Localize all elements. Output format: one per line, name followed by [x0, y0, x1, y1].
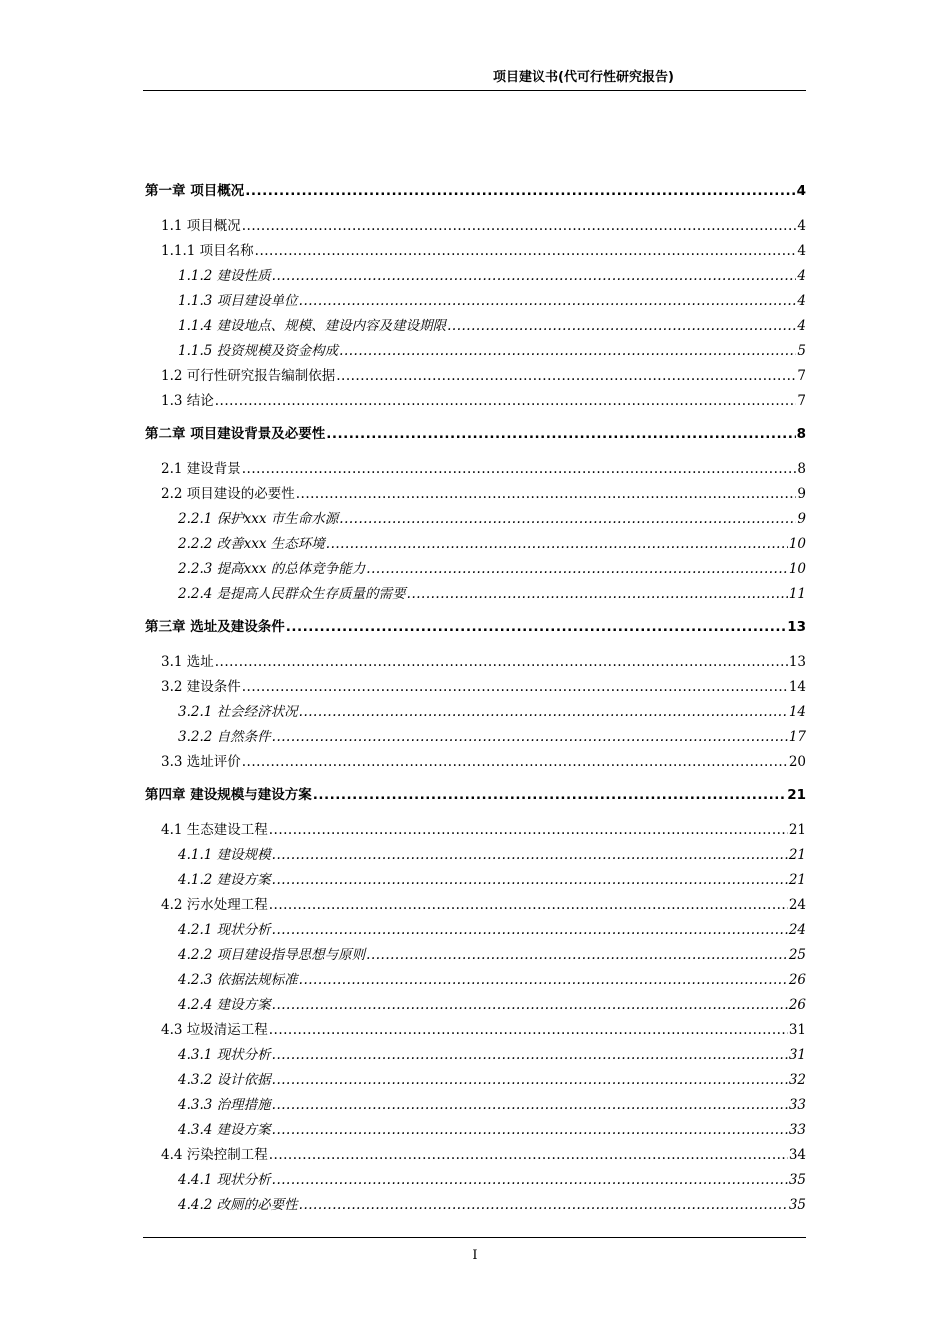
- toc-entry-page: 24: [788, 922, 806, 938]
- toc-entry-page: 4: [797, 268, 806, 284]
- toc-entry-page: 4: [797, 243, 806, 259]
- toc-entry-title: 4.1.1 建设规模: [178, 847, 271, 863]
- toc-leader-dots: [255, 239, 797, 264]
- toc-entry-title: 3.2.2 自然条件: [178, 729, 271, 745]
- toc-entry-title: 4.4.2 改厕的必要性: [178, 1197, 298, 1213]
- toc-chapter-entry[interactable]: [145, 423, 806, 446]
- toc-entry-title: 2.2.2 改善xxx 生态环境: [178, 536, 325, 552]
- toc-entry[interactable]: [145, 943, 806, 968]
- toc-entry[interactable]: [145, 1168, 806, 1193]
- toc-leader-dots: [215, 389, 797, 414]
- toc-entry[interactable]: [145, 457, 806, 482]
- toc-entry-page: 34: [788, 1147, 806, 1163]
- toc-entry-title: 3.2.1 社会经济状况: [178, 704, 298, 720]
- toc-entry-page: 13: [788, 654, 806, 670]
- toc-leader-dots: [245, 180, 795, 203]
- toc-entry-page: 21: [788, 847, 806, 863]
- toc-entry-title: 第一章 项目概况: [145, 183, 245, 199]
- toc-entry-page: 35: [788, 1172, 806, 1188]
- toc-entry-title: 第三章 选址及建设条件: [145, 619, 285, 635]
- toc-leader-dots: [272, 1168, 788, 1193]
- toc-entry-page: 5: [797, 343, 806, 359]
- toc-entry[interactable]: [145, 818, 806, 843]
- toc-entry-title: 4.2.3 依据法规标准: [178, 972, 298, 988]
- toc-entry-title: 1.1.2 建设性质: [178, 268, 271, 284]
- toc-leader-dots: [269, 818, 788, 843]
- toc-leader-dots: [269, 1143, 788, 1168]
- toc-entry-title: 4.2.4 建设方案: [178, 997, 271, 1013]
- toc-leader-dots: [336, 364, 796, 389]
- toc-entry-page: 9: [797, 486, 806, 502]
- toc-chapter-entry[interactable]: [145, 180, 806, 203]
- toc-entry-page: 7: [797, 368, 806, 384]
- toc-entry-title: 4.1.2 建设方案: [178, 872, 271, 888]
- toc-entry[interactable]: [145, 532, 806, 557]
- page-header-title: 项目建议书(代可行性研究报告): [493, 70, 674, 85]
- toc-entry[interactable]: [145, 214, 806, 239]
- toc-entry[interactable]: [145, 507, 806, 532]
- toc-entry[interactable]: [145, 750, 806, 775]
- toc-entry-page: 31: [788, 1022, 806, 1038]
- toc-entry-title: 2.2.4 是提高人民群众生存质量的需要: [178, 586, 406, 602]
- toc-leader-dots: [272, 993, 788, 1018]
- toc-leader-dots: [299, 968, 788, 993]
- toc-entry-title: 1.1.5 投资规模及资金构成: [178, 343, 339, 359]
- toc-leader-dots: [272, 918, 788, 943]
- toc-entry-page: 21: [787, 787, 806, 803]
- toc-leader-dots: [272, 1068, 788, 1093]
- toc-entry[interactable]: [145, 968, 806, 993]
- toc-leader-dots: [272, 868, 788, 893]
- toc-entry-page: 4: [797, 318, 806, 334]
- toc-entry[interactable]: [145, 582, 806, 607]
- toc-entry-page: 4: [797, 218, 806, 234]
- toc-entry-title: 3.2 建设条件: [161, 679, 241, 695]
- toc-entry-title: 2.2.1 保护xxx 市生命水源: [178, 511, 339, 527]
- toc-entry-page: 14: [788, 704, 806, 720]
- toc-entry-title: 4.1 生态建设工程: [161, 822, 268, 838]
- toc-leader-dots: [447, 314, 796, 339]
- toc-leader-dots: [299, 700, 788, 725]
- toc-entry-title: 1.1.1 项目名称: [161, 243, 254, 259]
- toc-entry-page: 14: [788, 679, 806, 695]
- toc-entry-title: 1.2 可行性研究报告编制依据: [161, 368, 336, 384]
- toc-entry-page: 31: [788, 1047, 806, 1063]
- toc-entry[interactable]: [145, 482, 806, 507]
- toc-leader-dots: [339, 339, 796, 364]
- toc-chapter-entry[interactable]: [145, 784, 806, 807]
- toc-entry-page: 9: [797, 511, 806, 527]
- toc-leader-dots: [272, 1093, 788, 1118]
- toc-leader-dots: [299, 289, 797, 314]
- toc-leader-dots: [313, 784, 787, 807]
- toc-entry-page: 20: [788, 754, 806, 770]
- toc-entry-title: 2.2 项目建设的必要性: [161, 486, 295, 502]
- toc-leader-dots: [269, 1018, 788, 1043]
- toc-leader-dots: [366, 557, 788, 582]
- toc-entry-page: 21: [788, 822, 806, 838]
- toc-leader-dots: [272, 264, 797, 289]
- toc-entry[interactable]: [145, 700, 806, 725]
- toc-entry-title: 1.3 结论: [161, 393, 214, 409]
- toc-entry[interactable]: [145, 314, 806, 339]
- toc-entry-page: 26: [788, 997, 806, 1013]
- toc-leader-dots: [215, 650, 788, 675]
- toc-leader-dots: [269, 893, 788, 918]
- header-divider: [143, 90, 806, 91]
- toc-entry[interactable]: [145, 1143, 806, 1168]
- toc-entry[interactable]: [145, 1193, 806, 1218]
- toc-entry-title: 4.3.4 建设方案: [178, 1122, 271, 1138]
- toc-entry[interactable]: [145, 650, 806, 675]
- toc-entry-page: 13: [787, 619, 806, 635]
- toc-entry-page: 8: [796, 426, 806, 442]
- toc-leader-dots: [326, 423, 795, 446]
- toc-leader-dots: [299, 1193, 788, 1218]
- toc-entry[interactable]: [145, 339, 806, 364]
- toc-entry[interactable]: [145, 289, 806, 314]
- toc-entry-title: 第二章 项目建设背景及必要性: [145, 426, 326, 442]
- toc-entry[interactable]: [145, 1118, 806, 1143]
- toc-entry-title: 第四章 建设规模与建设方案: [145, 787, 312, 803]
- toc-entry-title: 3.1 选址: [161, 654, 214, 670]
- toc-entry[interactable]: [145, 868, 806, 893]
- toc-leader-dots: [366, 943, 788, 968]
- toc-leader-dots: [272, 725, 788, 750]
- toc-leader-dots: [339, 507, 796, 532]
- toc-entry-page: 10: [788, 561, 806, 577]
- toc-entry-page: 26: [788, 972, 806, 988]
- toc-entry-title: 4.3.2 设计依据: [178, 1072, 271, 1088]
- toc-entry-page: 4: [797, 293, 806, 309]
- toc-entry-title: 4.3.1 现状分析: [178, 1047, 271, 1063]
- toc-leader-dots: [272, 1043, 788, 1068]
- toc-entry-page: 11: [788, 586, 806, 602]
- toc-entry-title: 4.2.1 现状分析: [178, 922, 271, 938]
- toc-entry-title: 3.3 选址评价: [161, 754, 241, 770]
- toc-entry[interactable]: [145, 557, 806, 582]
- toc-entry[interactable]: [145, 843, 806, 868]
- toc-entry[interactable]: [145, 1093, 806, 1118]
- toc-entry[interactable]: [145, 918, 806, 943]
- toc-chapter-entry[interactable]: [145, 616, 806, 639]
- toc-leader-dots: [407, 582, 788, 607]
- toc-entry[interactable]: [145, 675, 806, 700]
- toc-leader-dots: [242, 750, 788, 775]
- toc-entry-page: 33: [788, 1122, 806, 1138]
- toc-leader-dots: [242, 214, 797, 239]
- table-of-contents: [145, 180, 806, 1218]
- toc-entry-title: 1.1.3 项目建设单位: [178, 293, 298, 309]
- toc-entry-title: 2.2.3 提高xxx 的总体竞争能力: [178, 561, 366, 577]
- toc-leader-dots: [272, 843, 788, 868]
- toc-entry[interactable]: [145, 264, 806, 289]
- toc-entry-title: 4.3.3 治理措施: [178, 1097, 271, 1113]
- toc-entry-page: 33: [788, 1097, 806, 1113]
- toc-leader-dots: [242, 457, 797, 482]
- toc-entry-page: 32: [788, 1072, 806, 1088]
- toc-entry-title: 4.3 垃圾清运工程: [161, 1022, 268, 1038]
- toc-leader-dots: [272, 1118, 788, 1143]
- toc-entry-page: 25: [788, 947, 806, 963]
- toc-entry-page: 8: [797, 461, 806, 477]
- toc-entry-title: 1.1 项目概况: [161, 218, 241, 234]
- toc-entry-title: 4.4.1 现状分析: [178, 1172, 271, 1188]
- toc-entry-title: 2.1 建设背景: [161, 461, 241, 477]
- toc-entry[interactable]: [145, 993, 806, 1018]
- toc-entry[interactable]: [145, 239, 806, 264]
- toc-leader-dots: [286, 616, 787, 639]
- toc-entry[interactable]: [145, 893, 806, 918]
- toc-entry-page: 24: [788, 897, 806, 913]
- toc-entry[interactable]: [145, 1018, 806, 1043]
- toc-entry-title: 4.2.2 项目建设指导思想与原则: [178, 947, 366, 963]
- toc-entry[interactable]: [145, 725, 806, 750]
- toc-entry[interactable]: [145, 1043, 806, 1068]
- toc-leader-dots: [296, 482, 797, 507]
- toc-entry-page: 7: [797, 393, 806, 409]
- toc-entry-title: 1.1.4 建设地点、规模、建设内容及建设期限: [178, 318, 447, 334]
- toc-entry-page: 35: [788, 1197, 806, 1213]
- toc-leader-dots: [326, 532, 788, 557]
- toc-entry-title: 4.4 污染控制工程: [161, 1147, 268, 1163]
- toc-entry-page: 17: [788, 729, 806, 745]
- toc-leader-dots: [242, 675, 788, 700]
- toc-entry-page: 4: [796, 183, 806, 199]
- footer-divider: [143, 1237, 806, 1238]
- toc-entry[interactable]: [145, 1068, 806, 1093]
- toc-entry-page: 21: [788, 872, 806, 888]
- page-number: I: [472, 1248, 478, 1263]
- toc-entry[interactable]: [145, 389, 806, 414]
- toc-entry-title: 4.2 污水处理工程: [161, 897, 268, 913]
- toc-entry[interactable]: [145, 364, 806, 389]
- toc-entry-page: 10: [788, 536, 806, 552]
